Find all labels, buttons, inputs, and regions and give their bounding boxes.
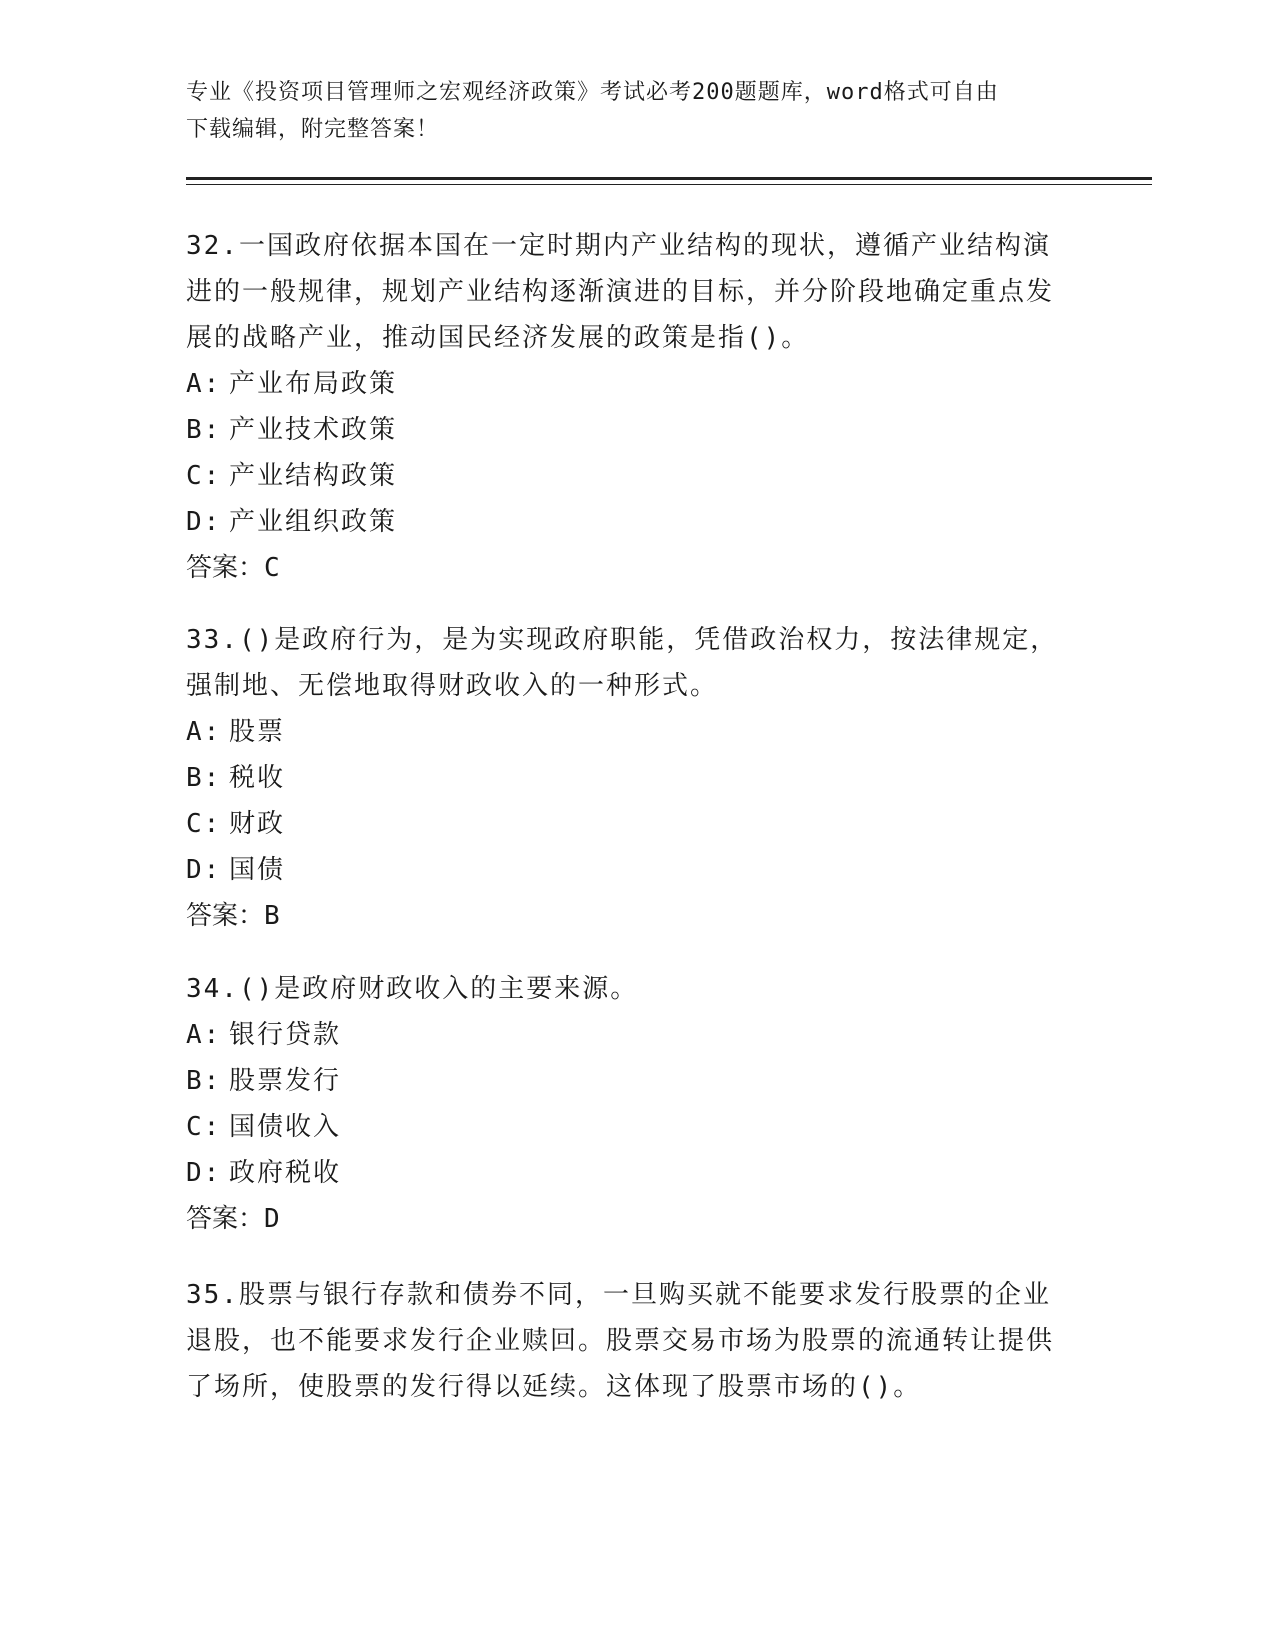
header-line-2: 下载编辑，附完整答案！ <box>186 117 440 142</box>
header-line-1: 专业《投资项目管理师之宏观经济政策》考试必考200题题库，word格式可自由 <box>186 80 999 105</box>
option-c <box>186 453 1066 499</box>
option-letter: D: <box>186 855 222 885</box>
option-text: 股票发行 <box>229 1066 342 1096</box>
option-text: 股票 <box>229 717 286 747</box>
answer-line <box>186 545 1066 591</box>
answer-line <box>186 893 1066 939</box>
option-b <box>186 407 1066 453</box>
option-text: 产业组织政策 <box>229 507 398 537</box>
header-divider-thin <box>186 184 1152 185</box>
question-33 <box>186 617 1066 939</box>
option-a <box>186 1012 1066 1058</box>
option-d <box>186 499 1066 545</box>
option-letter: D: <box>186 507 222 537</box>
document-header <box>186 74 1066 148</box>
option-text: 国债 <box>229 855 286 885</box>
question-35 <box>186 1272 1066 1410</box>
option-text: 财政 <box>229 809 286 839</box>
option-letter: C: <box>186 461 222 491</box>
option-b <box>186 1058 1066 1104</box>
option-d <box>186 847 1066 893</box>
answer-value: D <box>264 1204 282 1234</box>
header-divider-thick <box>186 177 1152 180</box>
option-a <box>186 709 1066 755</box>
option-text: 国债收入 <box>229 1112 342 1142</box>
answer-label: 答案： <box>186 1204 265 1234</box>
answer-label: 答案： <box>186 901 265 931</box>
answer-value: B <box>264 901 282 931</box>
answer-label: 答案： <box>186 553 265 583</box>
option-letter: A: <box>186 369 222 399</box>
option-letter: B: <box>186 415 222 445</box>
option-text: 产业结构政策 <box>229 461 398 491</box>
question-text: 34.()是政府财政收入的主要来源。 <box>186 974 639 1004</box>
option-text: 产业布局政策 <box>229 369 398 399</box>
question-text: 35.股票与银行存款和债券不同，一旦购买就不能要求发行股票的企业退股，也不能要求发行企业赎回。股票交易市场为股票的流通转让提供了场所，使股票的发行得以延续。这体现了股票市场的()。 <box>186 1280 1055 1402</box>
question-32 <box>186 223 1066 591</box>
option-text: 银行贷款 <box>229 1020 342 1050</box>
question-34 <box>186 966 1066 1242</box>
option-letter: B: <box>186 1066 222 1096</box>
option-letter: A: <box>186 1020 222 1050</box>
option-letter: A: <box>186 717 222 747</box>
option-letter: C: <box>186 1112 222 1142</box>
option-c <box>186 801 1066 847</box>
option-d <box>186 1150 1066 1196</box>
option-letter: D: <box>186 1158 222 1188</box>
option-a <box>186 361 1066 407</box>
question-text: 32.一国政府依据本国在一定时期内产业结构的现状，遵循产业结构演进的一般规律，规划产业结构逐渐演进的目标，并分阶段地确定重点发展的战略产业，推动国民经济发展的政策是指()。 <box>186 231 1055 353</box>
option-c <box>186 1104 1066 1150</box>
option-text: 产业技术政策 <box>229 415 398 445</box>
answer-line <box>186 1196 1066 1242</box>
option-b <box>186 755 1066 801</box>
option-text: 税收 <box>229 763 286 793</box>
answer-value: C <box>264 553 282 583</box>
option-text: 政府税收 <box>229 1158 342 1188</box>
option-letter: B: <box>186 763 222 793</box>
question-text: 33.()是政府行为，是为实现政府职能，凭借政治权力，按法律规定，强制地、无偿地取得财政收入的一种形式。 <box>186 625 1059 701</box>
option-letter: C: <box>186 809 222 839</box>
